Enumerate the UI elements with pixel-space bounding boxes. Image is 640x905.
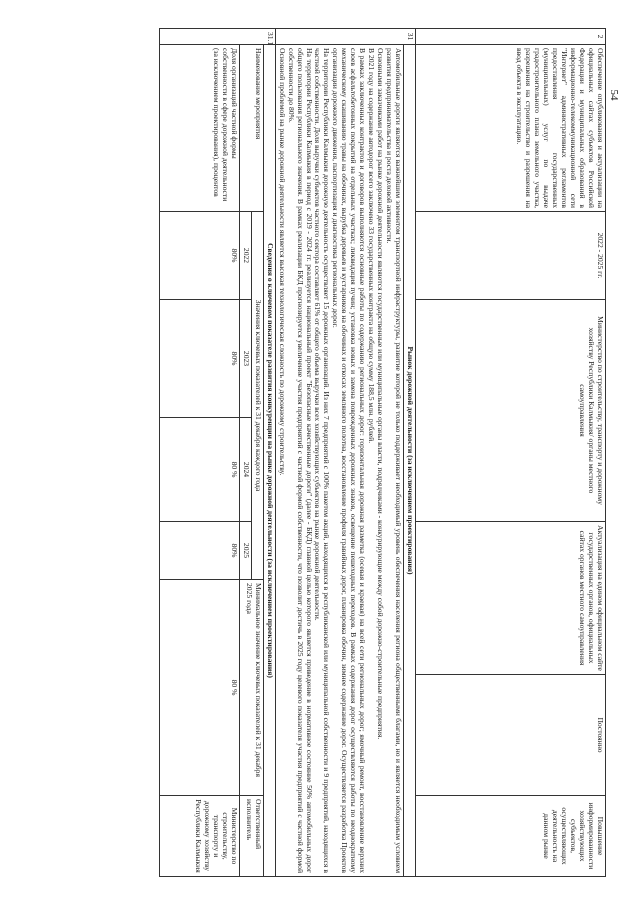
section-title: Рынок дорожной деятельности (за исключением проектирования) [404, 45, 416, 877]
period-cell: Постоянно [416, 675, 606, 796]
term-cell: 2022 - 2025 гг. [416, 212, 606, 300]
kpi-value-2024: 80 % [159, 418, 239, 522]
paragraph: В рамках заключенных контрактов и договоров выполняются основные работы по содержанию региональных дорог: горизонтальная дорожная разметка (осевая и краевая) на всей сети региональных дорог; ямочный ремонт, восстановление верхних слоев асфальтобетонных покрытий на отдельных участках; ликвидация пучин; установка новых и замена поврежденных дорожных знаков, освещение пешеходных переходов. В рамках содержания дорог осуществляются работы по неоднократному механическому скашиванию травы на обочинах, вырубка деревьев и кустарников на обочинах и откосах земляного полотна, восстановление профиля гравийных дорог, планировка обочин, зимнее содержание дорог. Осуществляется разработка Проектов организации дорожного движения, паспортизация и диагностика региональных дорог. [331, 48, 368, 874]
paragraph: На территории Республики Калмыкия в период с 2019 - 2024 гг. реализуется национальный проект "Безопасные качественные дороги" (далее - БКД) главной целью которого является приведение в нормативное состояние 50% автомобильных дорог общего пользования регионального значения. В рамках реализации БКД прогнозируется увеличение участия предприятий с частной формой собственности, что позволит достичь в 2025 году целевого показателя участия предприятий с частной формой собственности до 80%. [286, 48, 314, 874]
section-number: 31 [275, 29, 415, 45]
year-2024: 2024 [239, 418, 251, 522]
kpi-min-value: 80 % [159, 580, 239, 796]
result-cell: Актуализация на едином официальном сайте государственных органов, официальных сайтах органов местного самоуправления [416, 522, 606, 675]
kpi-col-name: Наименование мероприятия [239, 45, 263, 212]
paragraph: Основной проблемой на рынке дорожной деятельности является высокая технологическая сложность по дорожному строительству. [277, 48, 287, 476]
measure-cell: Обеспечение опубликования и актуализации на официальных сайтах субъектов Российской Федерации и муниципальных образований в информационно-телекоммуникационной сети "Интернет" административных регламентов предоставления государственных (муниципальных) услуг по выдаче градостроительного плана земельного участка, разрешения на строительство и разрешения на ввод объекта в эксплуатацию. [416, 45, 606, 212]
paragraph: На территории Республики Калмыкия дорожную деятельность осуществляет 15 дорожных организаций. Из них 7 предприятий с 100% пакетом акций, находящихся в республиканской или муниципальной собственности и 9 предприятий, находящихся в частной собственности. Доля выручки субъектов частного сектора составляет 61% от общего объема выручки всех хозяйствующих субъектов на рынке дорожной деятельности. [313, 48, 332, 874]
year-2023: 2023 [239, 300, 251, 418]
paragraph: Основными заказчиками работ на рынке дорожной деятельности являются государственные или муниципальные органы власти, подрядчиками - конкурирующие между собой дорожно-строительные предприятия. [376, 48, 386, 740]
rotated-content [20, 28, 606, 876]
section-text [275, 45, 403, 877]
kpi-number: 31.1 [159, 29, 275, 45]
kpi-title: Сведения о ключевом показателе развития конкуренции на рынке дорожной деятельности (за исключением проектирования) [263, 45, 275, 877]
executor-cell: Министерство по строительству, транспорту и дорожному хозяйству Республики Калмыкия/ органы местного самоуправления [416, 300, 606, 522]
row-number: 2 [416, 29, 606, 45]
kpi-name: Доля организаций частной формы собственности в сфере дорожной деятельности (за исключением проектирования), процентов [159, 45, 239, 212]
kpi-data-row [159, 29, 239, 877]
kpi-header-row [251, 29, 263, 877]
page-number: 54 [608, 89, 620, 101]
kpi-col-values: Значения ключевых показателей к 31 декабря каждого года [251, 212, 263, 580]
kpi-value-2022: 80% [159, 212, 239, 300]
kpi-value-2025: 80% [159, 522, 239, 580]
year-2022: 2022 [239, 212, 251, 300]
section-text-row [275, 29, 403, 877]
kpi-title-row [263, 29, 275, 877]
indicator-cell: Повышение информированности хозяйствующих субъектов, осуществляющих деятельность на данном рынке [416, 796, 606, 877]
table-row [416, 29, 606, 877]
kpi-col-exec: Ответственный исполнитель [239, 796, 263, 877]
kpi-value-2023: 80% [159, 300, 239, 418]
main-table [159, 28, 606, 877]
kpi-col-min: Минимальное значение ключевых показателей к 31 декабря 2025 года [239, 580, 263, 796]
paragraph: Автомобильные дороги являются важнейшим элементом транспортной инфраструктуры, развитие которой не только поддерживает необходимый уровень обеспечения населения региона общественными благами, но и является необходимым условием развития предпринимательства и роста деловой активности. [385, 48, 404, 874]
paragraph: В 2021 году на содержание автодорог всего заключено 33 государственных контракта на общую сумму 188,5 млн. рублей. [367, 48, 377, 444]
kpi-exec: Министерство по строительству, транспорту и дорожному хозяйству Республики Калмыкия [159, 796, 239, 877]
section-header-row [404, 29, 416, 877]
year-2025: 2025 [239, 522, 251, 580]
